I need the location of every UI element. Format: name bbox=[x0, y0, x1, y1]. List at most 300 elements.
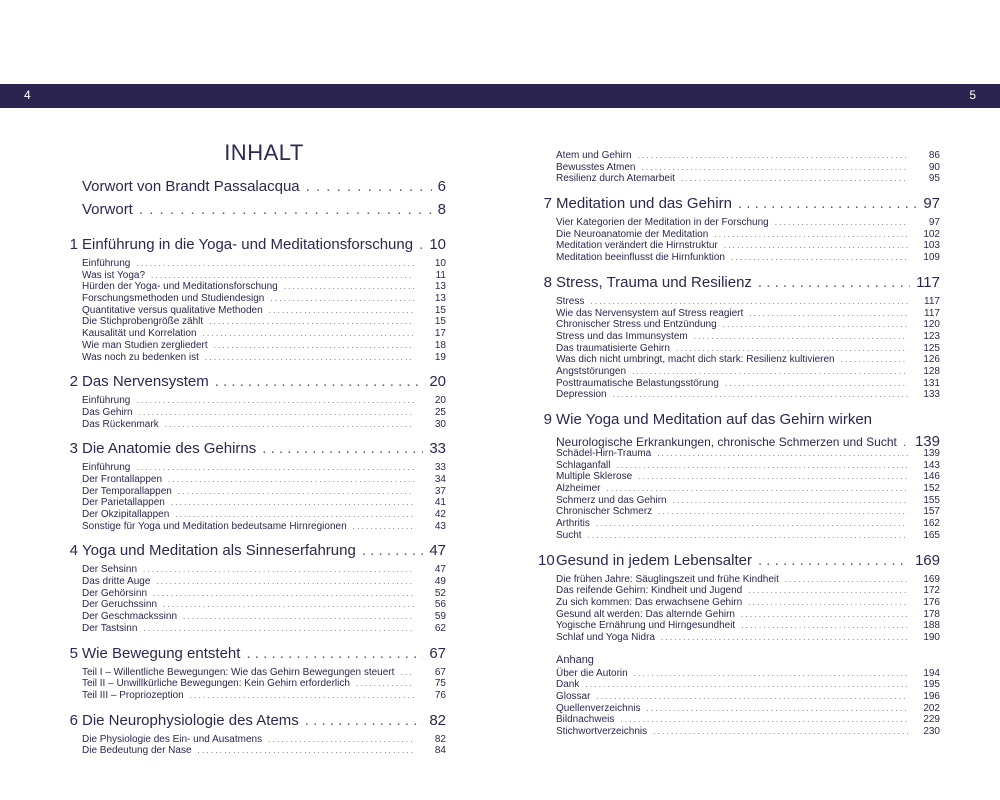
section-entry[interactable] bbox=[82, 258, 446, 270]
section-entry[interactable] bbox=[82, 734, 446, 746]
section-entry-label: Stress bbox=[556, 295, 585, 307]
section-entry-label: Das reifende Gehirn: Kindheit und Jugend bbox=[556, 585, 743, 597]
section-entry-page: 86 bbox=[928, 150, 940, 161]
section-entry[interactable] bbox=[556, 574, 940, 586]
section-entry-label: Wie man Studien zergliedert bbox=[82, 339, 208, 351]
section-entry[interactable] bbox=[556, 162, 940, 174]
leader-dots bbox=[673, 495, 908, 507]
leader-dots bbox=[269, 305, 414, 317]
leader-dots bbox=[653, 726, 908, 738]
section-entry-page: 15 bbox=[434, 304, 446, 316]
section-entry[interactable] bbox=[556, 585, 940, 597]
section-entry-label: Schlaganfall bbox=[556, 459, 611, 471]
chapter-number: 7 bbox=[543, 195, 552, 213]
section-entry[interactable] bbox=[556, 460, 940, 472]
section-entry-page: 20 bbox=[434, 395, 446, 407]
section-entry-label: Der Geruchssinn bbox=[82, 599, 158, 611]
section-entry[interactable] bbox=[556, 354, 940, 366]
section-entry-page: 67 bbox=[434, 666, 446, 678]
section-entry[interactable] bbox=[556, 366, 940, 378]
section-entry[interactable] bbox=[82, 270, 446, 282]
section-entry-page: 82 bbox=[434, 733, 446, 745]
front-matter-list bbox=[82, 178, 446, 222]
section-entry-page: 162 bbox=[923, 518, 940, 530]
leader-dots bbox=[658, 506, 908, 518]
leader-dots bbox=[139, 201, 432, 218]
section-entry-page: 30 bbox=[434, 418, 446, 430]
leader-dots bbox=[731, 252, 908, 264]
section-entry-label: Der Frontallappen bbox=[82, 473, 163, 485]
chapter-number: 1 bbox=[69, 236, 78, 253]
section-entry-page: 33 bbox=[434, 462, 446, 474]
section-entry[interactable] bbox=[556, 296, 940, 308]
section-entry-page: 62 bbox=[434, 622, 446, 634]
section-entry-label: Schlaf und Yoga Nidra bbox=[556, 631, 655, 643]
leader-dots bbox=[758, 274, 910, 291]
leader-dots bbox=[725, 378, 908, 390]
section-entry-label: Die Stichprobengröße zählt bbox=[82, 316, 204, 328]
section-entry-page: 95 bbox=[928, 173, 940, 185]
section-entry[interactable] bbox=[556, 609, 940, 621]
page-title: INHALT bbox=[224, 140, 304, 165]
leader-dots bbox=[183, 611, 414, 623]
appendix-entry[interactable] bbox=[556, 679, 940, 691]
section-entry-label: Das traumatisierte Gehirn bbox=[556, 342, 670, 354]
section-entry[interactable] bbox=[82, 328, 446, 340]
chapter-entry[interactable] bbox=[543, 195, 940, 217]
leader-dots bbox=[214, 340, 414, 352]
chapter-entry[interactable] bbox=[543, 411, 940, 433]
leader-dots bbox=[305, 712, 424, 729]
section-entry[interactable] bbox=[82, 293, 446, 305]
section-entry-label: Einführung bbox=[82, 258, 131, 269]
leader-dots bbox=[400, 667, 414, 679]
section-entry-page: 128 bbox=[923, 365, 940, 377]
section-entry-label: Atem und Gehirn bbox=[556, 150, 632, 161]
leader-dots bbox=[841, 354, 908, 366]
front-matter-entry-label: Vorwort von Brandt Passalacqua bbox=[82, 178, 300, 195]
section-entry-label: Teil II – Unwillkürliche Bewegungen: Kein Gehirn erforderlich bbox=[82, 678, 350, 690]
appendix-entry-page: 195 bbox=[923, 679, 940, 691]
section-entry-label: Sucht bbox=[556, 529, 582, 541]
leader-dots bbox=[775, 217, 908, 229]
leader-dots bbox=[205, 352, 414, 364]
section-entry[interactable] bbox=[556, 240, 940, 252]
chapter-entry-label: Wie Yoga und Meditation auf das Gehirn wirken bbox=[556, 411, 873, 428]
section-entry-label: Schädel-Hirn-Trauma bbox=[556, 448, 652, 459]
section-entry-label: Zu sich kommen: Das erwachsene Gehirn bbox=[556, 596, 743, 608]
section-entry[interactable] bbox=[82, 486, 446, 498]
chapter-entry[interactable] bbox=[69, 542, 446, 564]
section-entry-label: Alzheimer bbox=[556, 483, 601, 495]
leader-dots bbox=[748, 597, 908, 609]
leader-dots bbox=[641, 162, 908, 174]
section-entry-page: 13 bbox=[434, 281, 446, 293]
section-entry-label: Bewusstes Atmen bbox=[556, 161, 636, 173]
appendix-heading: Anhang bbox=[556, 653, 594, 666]
chapter-entry-page: 67 bbox=[429, 644, 446, 662]
leader-dots bbox=[741, 609, 908, 621]
leader-dots bbox=[676, 343, 908, 355]
leader-dots bbox=[632, 366, 908, 378]
leader-dots bbox=[661, 632, 908, 644]
section-entry-page: 152 bbox=[923, 483, 940, 495]
chapter-number: 2 bbox=[69, 373, 78, 391]
section-entry[interactable] bbox=[82, 690, 446, 702]
chapter-entry[interactable] bbox=[538, 551, 940, 574]
section-entry-page: 157 bbox=[923, 506, 940, 518]
section-entry-label: Was dich nicht umbringt, macht dich stark: Resilienz kultivieren bbox=[556, 354, 835, 366]
chapter-number: 10 bbox=[538, 551, 555, 569]
section-entry[interactable] bbox=[82, 407, 446, 419]
leader-dots bbox=[681, 173, 908, 185]
leader-dots bbox=[362, 542, 424, 559]
section-entry-page: 43 bbox=[434, 520, 446, 532]
section-entry-label: Multiple Sklerose bbox=[556, 471, 633, 483]
right-chapter-list bbox=[538, 195, 940, 644]
section-entry[interactable] bbox=[82, 340, 446, 352]
section-entry-page: 169 bbox=[923, 573, 940, 585]
leader-dots bbox=[616, 460, 908, 472]
left-page-number: 4 bbox=[24, 88, 31, 102]
section-entry[interactable] bbox=[82, 623, 446, 635]
leader-dots bbox=[153, 588, 414, 600]
section-entry-label: Depression bbox=[556, 389, 607, 401]
chapter-subtitle-label: Neurologische Erkrankungen, chronische Schmerzen und Sucht bbox=[556, 435, 897, 449]
page-header-bar bbox=[0, 84, 1000, 108]
leader-dots bbox=[638, 150, 908, 162]
section-entry[interactable] bbox=[82, 462, 446, 474]
section-entry-label: Die Neuroanatomie der Meditation bbox=[556, 228, 709, 240]
leader-dots bbox=[903, 435, 909, 449]
section-entry[interactable] bbox=[82, 509, 446, 521]
section-entry-page: 146 bbox=[923, 471, 940, 483]
section-entry-page: 59 bbox=[434, 611, 446, 623]
section-entry[interactable] bbox=[556, 471, 940, 483]
section-entry[interactable] bbox=[82, 316, 446, 328]
leader-dots bbox=[270, 293, 414, 305]
chapter-entry-page: 10 bbox=[429, 236, 446, 253]
appendix-entry-label: Bildnachweis bbox=[556, 714, 615, 726]
appendix-entry-page: 230 bbox=[923, 726, 940, 738]
section-entry[interactable] bbox=[556, 319, 940, 331]
section-entry-page: 76 bbox=[434, 689, 446, 701]
appendix-entry[interactable] bbox=[556, 714, 940, 726]
leader-dots bbox=[156, 576, 414, 588]
section-entry-label: Was ist Yoga? bbox=[82, 269, 146, 281]
chapter-entry[interactable] bbox=[69, 644, 446, 667]
leader-dots bbox=[209, 316, 414, 328]
leader-dots bbox=[738, 195, 917, 212]
section-entry-label: Angststörungen bbox=[556, 365, 627, 377]
section-entry-label: Sonstige für Yoga und Meditation bedeutsame Hirnregionen bbox=[82, 520, 347, 532]
section-entry[interactable] bbox=[82, 611, 446, 623]
section-entry-label: Die Physiologie des Ein- und Ausatmens bbox=[82, 733, 263, 745]
leader-dots bbox=[168, 474, 414, 486]
chapter-entry[interactable] bbox=[543, 273, 940, 296]
section-entry-page: 143 bbox=[923, 459, 940, 471]
section-entry-label: Das dritte Auge bbox=[82, 576, 151, 588]
section-entry[interactable] bbox=[556, 343, 940, 355]
front-matter-entry[interactable] bbox=[82, 178, 446, 199]
section-entry[interactable] bbox=[556, 308, 940, 320]
section-entry-label: Der Gehörsinn bbox=[82, 587, 148, 599]
section-entry-page: 172 bbox=[923, 585, 940, 597]
section-entry-label: Die frühen Jahre: Säuglingszeit und frühe Kindheit bbox=[556, 573, 779, 585]
section-entry-page: 190 bbox=[923, 631, 940, 643]
right-page-number: 5 bbox=[969, 88, 976, 102]
section-entry[interactable] bbox=[556, 173, 940, 185]
section-entry[interactable] bbox=[82, 576, 446, 588]
leader-dots bbox=[419, 236, 423, 253]
leader-dots bbox=[620, 714, 908, 726]
leader-dots bbox=[136, 395, 414, 407]
section-entry[interactable] bbox=[82, 599, 446, 611]
section-entry-page: 37 bbox=[434, 485, 446, 497]
section-entry-label: Meditation verändert die Hirnstruktur bbox=[556, 240, 718, 252]
section-entry-page: 155 bbox=[923, 494, 940, 506]
leader-dots bbox=[694, 331, 908, 343]
leader-dots bbox=[724, 240, 908, 252]
leader-dots bbox=[647, 703, 909, 715]
section-entry[interactable] bbox=[82, 564, 446, 576]
section-entry[interactable] bbox=[82, 395, 446, 407]
chapter-number: 3 bbox=[69, 440, 78, 458]
chapter-entry-page: 97 bbox=[923, 195, 940, 213]
chapter-entry-label: Yoga und Meditation als Sinneserfahrung bbox=[82, 542, 356, 560]
leader-dots bbox=[588, 530, 908, 542]
section-entry-label: Chronischer Schmerz bbox=[556, 506, 653, 518]
section-entry-page: 178 bbox=[923, 608, 940, 620]
section-entry-page: 188 bbox=[923, 620, 940, 632]
section-entry-label: Der Okzipitallappen bbox=[82, 509, 170, 520]
section-entry-label: Der Sehsinn bbox=[82, 564, 138, 576]
leader-dots bbox=[741, 620, 908, 632]
section-entry[interactable] bbox=[82, 588, 446, 600]
section-entry[interactable] bbox=[556, 632, 940, 644]
section-entry-page: 165 bbox=[923, 529, 940, 541]
section-entry-label: Gesund alt werden: Das alternde Gehirn bbox=[556, 608, 735, 620]
leader-dots bbox=[284, 281, 414, 293]
leader-dots bbox=[203, 328, 414, 340]
leader-dots bbox=[585, 679, 908, 691]
leader-dots bbox=[136, 462, 414, 474]
section-entry-label: Meditation beeinflusst die Hirnfunktion bbox=[556, 252, 725, 264]
section-entry[interactable] bbox=[82, 745, 446, 757]
appendix-entry-page: 194 bbox=[923, 667, 940, 679]
appendix-entry-label: Quellenverzeichnis bbox=[556, 702, 641, 714]
section-entry-page: 52 bbox=[434, 587, 446, 599]
chapter-entry-label: Die Neurophysiologie des Atems bbox=[82, 711, 299, 729]
toc-left-column bbox=[69, 140, 446, 757]
chapter-entry-page: 117 bbox=[916, 273, 940, 291]
section-entry[interactable] bbox=[556, 229, 940, 241]
appendix-entry-label: Stichwortverzeichnis bbox=[556, 726, 648, 738]
leader-dots bbox=[596, 691, 908, 703]
section-entry[interactable] bbox=[556, 331, 940, 343]
section-entry-label: Einführung bbox=[82, 462, 131, 474]
chapter-number: 4 bbox=[69, 542, 78, 560]
section-entry[interactable] bbox=[82, 667, 446, 679]
section-entry-page: 90 bbox=[928, 161, 940, 173]
section-entry-page: 117 bbox=[924, 307, 940, 319]
front-matter-entry[interactable] bbox=[82, 201, 446, 222]
section-entry-page: 56 bbox=[434, 599, 446, 611]
section-entry[interactable] bbox=[556, 518, 940, 530]
section-entry[interactable] bbox=[556, 150, 940, 162]
chapter-number: 9 bbox=[543, 411, 552, 428]
chapter-entry-label: Gesund in jedem Lebensalter bbox=[556, 551, 752, 569]
appendix-entry-page: 202 bbox=[923, 702, 940, 714]
section-entry-label: Der Tastsinn bbox=[82, 622, 138, 634]
appendix-entry[interactable] bbox=[556, 691, 940, 703]
section-entry-label: Yogische Ernährung und Hirngesundheit bbox=[556, 620, 736, 632]
section-entry[interactable] bbox=[556, 252, 940, 264]
left-chapter-list bbox=[69, 236, 446, 757]
section-entry-label: Teil III – Propriozeption bbox=[82, 689, 184, 701]
section-entry-page: 49 bbox=[434, 576, 446, 588]
leader-dots bbox=[356, 678, 414, 690]
leader-dots bbox=[246, 645, 423, 662]
leader-dots bbox=[613, 389, 908, 401]
leader-dots bbox=[143, 564, 414, 576]
leader-dots bbox=[215, 373, 424, 390]
section-entry[interactable] bbox=[556, 620, 940, 632]
leader-dots bbox=[590, 296, 908, 308]
leader-dots bbox=[657, 448, 908, 460]
section-entry-page: 109 bbox=[923, 252, 940, 264]
leader-dots bbox=[714, 229, 908, 241]
section-entry-page: 117 bbox=[924, 295, 940, 307]
section-entry-page: 75 bbox=[434, 678, 446, 690]
leader-dots bbox=[638, 471, 908, 483]
section-entry[interactable] bbox=[556, 483, 940, 495]
section-entry[interactable] bbox=[82, 352, 446, 364]
appendix-entry-label: Glossar bbox=[556, 691, 591, 702]
chapter-entry-page: 82 bbox=[429, 711, 446, 729]
appendix-entry[interactable] bbox=[556, 703, 940, 715]
section-entry-label: Der Geschmackssinn bbox=[82, 611, 178, 623]
section-entry-label: Hürden der Yoga- und Meditationsforschung bbox=[82, 281, 278, 293]
section-entry[interactable] bbox=[556, 506, 940, 518]
section-entry-label: Der Temporallappen bbox=[82, 485, 172, 497]
section-entry-page: 34 bbox=[434, 473, 446, 485]
leader-dots bbox=[596, 518, 908, 530]
section-entry-page: 139 bbox=[923, 448, 940, 459]
section-entry[interactable] bbox=[82, 497, 446, 509]
section-entry-label: Was noch zu bedenken ist bbox=[82, 351, 199, 363]
section-entry[interactable] bbox=[556, 530, 940, 542]
leader-dots bbox=[785, 574, 908, 586]
section-entry-page: 97 bbox=[928, 217, 940, 229]
leader-dots bbox=[143, 623, 414, 635]
section-entry-label: Resilienz durch Atemarbeit bbox=[556, 173, 675, 185]
leader-dots bbox=[190, 690, 414, 702]
chapter-entry[interactable] bbox=[69, 440, 446, 462]
section-entry[interactable] bbox=[82, 305, 446, 317]
chapter-entry-page: 169 bbox=[914, 551, 940, 569]
section-entry[interactable] bbox=[556, 448, 940, 460]
chapter-entry-label: Das Nervensystem bbox=[82, 373, 209, 391]
chapter-entry-label: Die Anatomie des Gehirns bbox=[82, 440, 257, 458]
front-matter-entry-page: 8 bbox=[437, 201, 446, 218]
section-entry[interactable] bbox=[82, 521, 446, 533]
section-entry-page: 10 bbox=[434, 258, 446, 269]
section-entry[interactable] bbox=[82, 419, 446, 431]
section-entry-page: 84 bbox=[434, 745, 446, 757]
section-entry[interactable] bbox=[82, 281, 446, 293]
section-entry-page: 42 bbox=[434, 509, 446, 520]
section-entry-label: Posttraumatische Belastungsstörung bbox=[556, 377, 719, 389]
appendix-entry-page: 196 bbox=[923, 691, 940, 702]
chapter-entry-page: 47 bbox=[429, 542, 446, 560]
section-entry-label: Das Rückenmark bbox=[82, 418, 159, 430]
leader-dots bbox=[262, 440, 423, 457]
section-entry-page: 123 bbox=[923, 330, 940, 342]
appendix-list bbox=[556, 668, 940, 738]
chapter-entry-page: 20 bbox=[429, 373, 446, 391]
leader-dots bbox=[198, 745, 414, 757]
leader-dots bbox=[723, 319, 908, 331]
chapter-entry[interactable] bbox=[69, 236, 446, 258]
chapter-entry-label: Einführung in die Yoga- und Meditationsforschung bbox=[82, 236, 414, 253]
section-entry-label: Die Bedeutung der Nase bbox=[82, 745, 192, 757]
appendix-entry-label: Über die Autorin bbox=[556, 667, 628, 679]
section-entry-page: 126 bbox=[923, 354, 940, 366]
section-entry[interactable] bbox=[556, 495, 940, 507]
chapter-subtitle[interactable] bbox=[556, 433, 940, 448]
leader-dots bbox=[175, 509, 414, 521]
section-entry[interactable] bbox=[556, 378, 940, 390]
section-entry[interactable] bbox=[556, 217, 940, 229]
appendix-entry[interactable] bbox=[556, 726, 940, 738]
section-entry-label: Vier Kategorien der Meditation in der Forschung bbox=[556, 217, 769, 229]
chapter-number: 5 bbox=[69, 644, 78, 662]
section-entry-page: 13 bbox=[434, 293, 446, 305]
leader-dots bbox=[748, 585, 908, 597]
leader-dots bbox=[758, 552, 909, 569]
section-entry[interactable] bbox=[556, 597, 940, 609]
section-entry[interactable] bbox=[556, 389, 940, 401]
continued-subentries bbox=[556, 150, 940, 185]
section-entry-page: 11 bbox=[435, 269, 446, 281]
chapter-entry-label: Meditation und das Gehirn bbox=[556, 195, 732, 213]
section-entry-label: Stress und das Immunsystem bbox=[556, 330, 688, 342]
leader-dots bbox=[606, 483, 908, 495]
section-entry-page: 17 bbox=[434, 328, 446, 340]
section-entry-label: Teil I – Willentliche Bewegungen: Wie das Gehirn Bewegungen steuert bbox=[82, 666, 395, 678]
chapter-entry[interactable] bbox=[69, 373, 446, 395]
section-entry-page: 18 bbox=[434, 339, 446, 351]
section-entry[interactable] bbox=[82, 474, 446, 486]
chapter-entry-label: Wie Bewegung entsteht bbox=[82, 644, 241, 662]
section-entry-page: 25 bbox=[434, 406, 446, 418]
section-entry-page: 41 bbox=[434, 497, 446, 509]
section-entry-page: 103 bbox=[923, 240, 940, 252]
front-matter-entry-page: 6 bbox=[437, 178, 446, 195]
chapter-entry-label: Stress, Trauma und Resilienz bbox=[556, 273, 752, 291]
chapter-entry[interactable] bbox=[69, 711, 446, 734]
section-entry-label: Schmerz und das Gehirn bbox=[556, 494, 667, 506]
section-entry-page: 19 bbox=[434, 351, 446, 363]
chapter-subtitle-page: 139 bbox=[914, 433, 940, 450]
leader-dots bbox=[178, 486, 414, 498]
appendix-entry-label: Dank bbox=[556, 679, 580, 691]
appendix-entry[interactable] bbox=[556, 668, 940, 680]
section-entry[interactable] bbox=[82, 678, 446, 690]
section-entry-page: 47 bbox=[434, 564, 446, 576]
leader-dots bbox=[136, 258, 414, 270]
